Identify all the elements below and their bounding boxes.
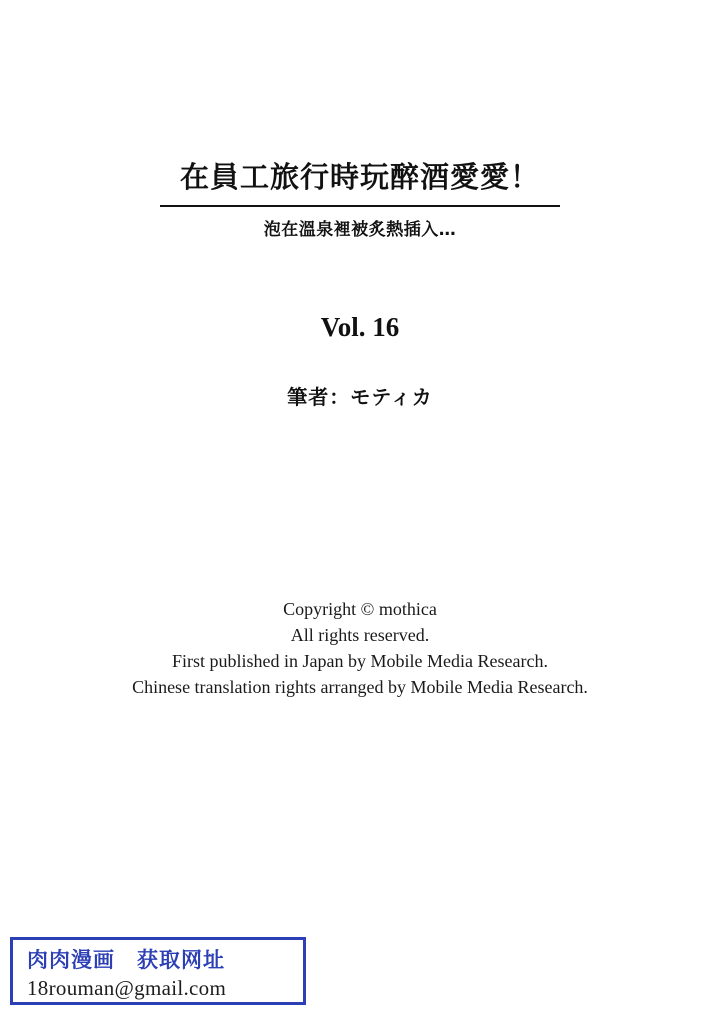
page-subtitle: 泡在溫泉裡被炙熱插入… [263, 219, 457, 240]
watermark-brand: 肉肉漫画 [27, 948, 115, 972]
watermark-action-label: 获取网址 [137, 948, 225, 972]
copyright-line-3: First published in Japan by Mobile Media Research. [172, 651, 548, 671]
watermark-email: 18rouman@gmail.com [27, 976, 227, 1000]
copyright-block [0, 596, 720, 700]
copyright-line-1: Copyright © mothica [283, 599, 437, 619]
author-label: 筆者：モティカ [287, 385, 433, 409]
title-divider [160, 205, 560, 207]
watermark-top-row [13, 940, 303, 974]
volume-label: Vol. 16 [320, 312, 400, 342]
copyright-line-2: All rights reserved. [290, 625, 430, 645]
copyright-line-4: Chinese translation rights arranged by Mobile Media Research. [132, 677, 588, 697]
watermark-badge [10, 937, 306, 1005]
title-block [0, 160, 720, 240]
page-title: 在員工旅行時玩醉酒愛愛！ [179, 160, 540, 194]
